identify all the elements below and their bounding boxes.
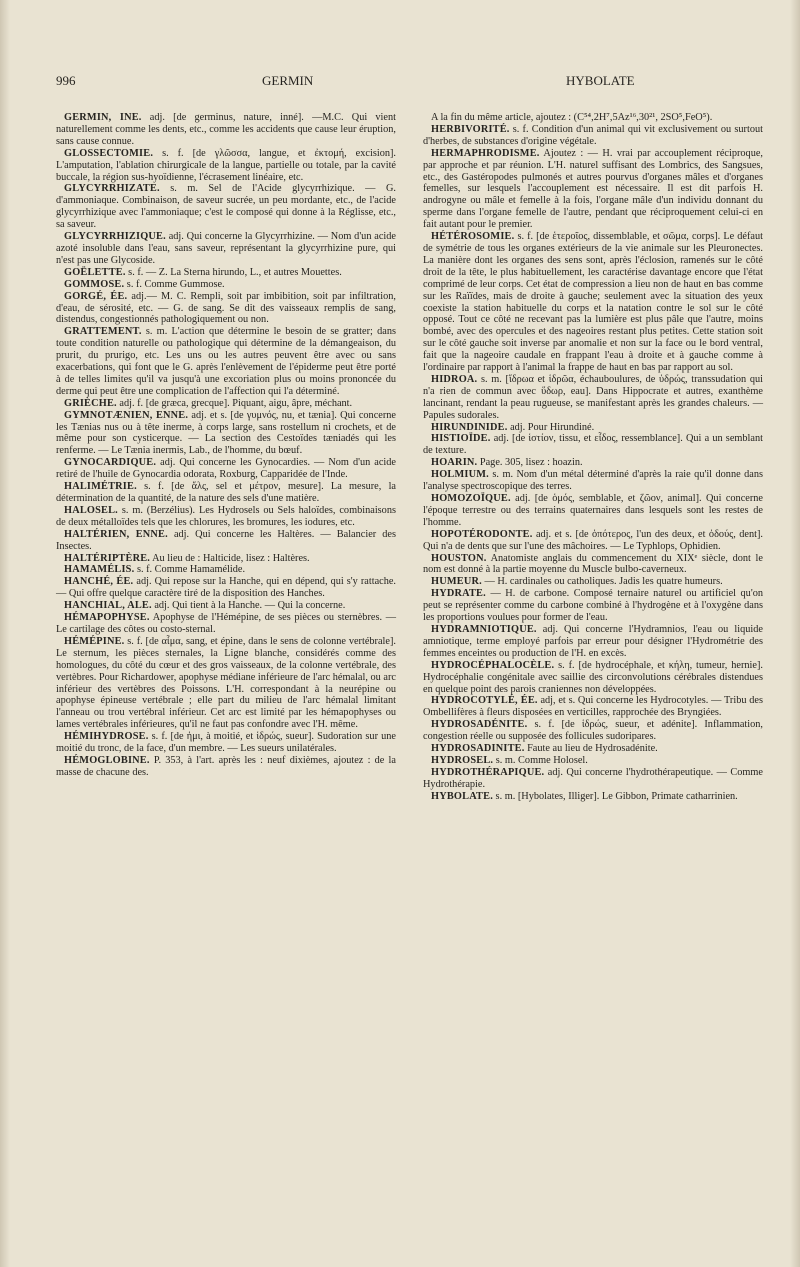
entry-definition: Page. 305, lisez : hoazin.	[477, 457, 583, 469]
entry-headword: HIDROA.	[431, 373, 478, 385]
entry-definition: s. f. [de αἷμα, sang, et épine, dans le sens de colonne vertébrale]. Le sternum, les pièces sternales, la Ligne blanche, considérés comme des homologues, du côté du cœur et des gros vaisseaux, de la colonne vertébrale, des vertèbres. Pour Richardower, apophyse médiane inférieure de l'arc hémalal, ou arc inférieur des vertèbres des Poissons. L'H. correspondant à la neurépine ou apophyse épineuse vertébrale ; elle part du milieu de l'arc hémalal limitant l'anneau ou trou vertébral inférieur. Cet arc est limité par les hémapophyses ou lames vertébrales inférieures, qu'il ne faut pas confondre avec l'H. même.	[56, 635, 396, 731]
scan-shadow-right	[790, 0, 800, 1267]
dictionary-entry	[423, 743, 763, 755]
entry-definition: adj. Qui repose sur la Hanche, qui en dépend, qui s'y rattache. — Qui offre quelque caractère tiré de la disposition des Hanches.	[56, 576, 397, 600]
dictionary-entry	[56, 553, 396, 565]
dictionary-entry	[56, 279, 396, 291]
entry-headword: HOLMIUM.	[431, 469, 489, 481]
dictionary-entry	[56, 410, 396, 458]
entry-definition: adj. Pour Hirundiné.	[507, 421, 595, 433]
entry-definition: adj, et s. Qui concerne les Hydrocotyles. — Tribu des Ombellifères à fleurs disposées en verticilles, rapprochée des Bryngiées.	[423, 695, 763, 719]
entry-headword: HOPOTÉRODONTE.	[431, 528, 533, 540]
entry-headword: HYDROSADÉNITE.	[431, 719, 528, 731]
entry-definition: s. m. (Berzélius). Les Hydrosels ou Sels haloïdes, combinaisons de deux métalloïdes tels que les chlorures, les bromures, les iodures, etc.	[56, 504, 396, 528]
dictionary-entry	[423, 719, 763, 743]
page-number: 996	[56, 73, 76, 88]
entry-definition: P. 353, à l'art. après les : neuf dixièmes, ajoutez : de la masse de chacune des.	[56, 754, 396, 778]
entry-definition: s. f. — Z. La Sterna hirundo, L., et autres Mouettes.	[125, 266, 342, 278]
entry-headword: HYDROCOTYLÉ, ÉE.	[431, 695, 538, 707]
entry-headword: HYDROCÉPHALOCÈLE.	[431, 659, 555, 671]
entry-definition: — H. de carbone. Composé ternaire naturel ou artificiel qu'on peut se représenter comme du carbone combiné à l'hydrogène et à l'oxygène dans les proportions voulues pour former de l'eau.	[423, 588, 763, 624]
entry-definition: s. f. [de γλῶσσα, langue, et ἐκτομή, excision]. L'amputation, l'ablation chirurgicale de la langue, partielle ou totale, par la cavité buccale, la région sus-hyoïdienne, l'écrasement linéaire, etc.	[56, 147, 396, 183]
entry-headword: GRIÈCHE.	[64, 397, 117, 409]
entry-definition: s. m. Sel de l'Acide glycyrrhizique. — G. d'ammoniaque. Combinaison, de saveur sucrée, un peu mordante, etc., de l'acide glycyrrhizique avec l'ammoniaque; c'est le composé qui donne à la Réglisse, etc., sa saveur.	[56, 183, 396, 231]
entry-headword: HOUSTON.	[431, 552, 487, 564]
entry-definition: adj. Qui concerne les Haltères. — Balancier des Insectes.	[56, 528, 396, 552]
entry-definition: adj. [de ὁμός, semblable, et ζῶον, animal]. Qui concerne l'époque terrestre ou des terrains quaternaires dans lesquels sont les restes de l'homme.	[423, 493, 763, 528]
entry-definition: adj. Qui concerne l'Hydramnios, l'eau ou liquide amniotique, terme employé parfois par erreur pour désigner l'Hydrométrie des femmes enceintes ou production de l'H. en excès.	[423, 623, 763, 659]
entry-definition: Anatomiste anglais du commencement du XIXᵉ siècle, dont le nom est donné à la partie moyenne du Muscle bulbo-caverneux.	[423, 552, 763, 576]
dictionary-entry	[423, 469, 763, 493]
entry-definition: adj. Qui tient à la Hanche. — Qui la concerne.	[151, 600, 346, 612]
left-guide-word: GERMIN	[262, 73, 314, 88]
entry-definition: adj. [de ἱστίον, tissu, et εἶδος, ressemblance]. Qui a un semblant de texture.	[423, 433, 763, 457]
entry-headword: HANCHIAL, ALE.	[64, 600, 152, 612]
entry-headword: HÉMAPOPHYSE.	[64, 612, 150, 624]
entry-definition: Faute au lieu de Hydrosadénite.	[524, 743, 658, 755]
entry-headword: HALTÉRIEN, ENNE.	[64, 528, 168, 540]
dictionary-entry	[423, 588, 763, 624]
dictionary-entry	[56, 291, 396, 327]
dictionary-entry	[56, 505, 396, 529]
entry-definition: s. f. [de hydrocéphale, et κήλη, tumeur, hernie]. Hydrocéphalie congénitale avec saillie des circonvolutions cérébrales distendues en quelque point des parois craniennes non développées.	[423, 659, 763, 695]
entry-definition: s. f. [de ἡμι, à moitié, et ἱδρώς, sueur]. Sudoration sur une moitié du tronc, de la face, d'un membre. — Les sueurs unilatérales.	[56, 731, 396, 755]
entry-headword: HYDROTHÉRAPIQUE.	[431, 766, 545, 778]
entry-definition: s. m. L'action que détermine le besoin de se gratter; dans toute condition naturelle ou pathologique qui détermine de la démangeaison, du prurit, du prurigo, etc. Les uns ou les autres peuvent être avec ou sans exacerbations, qui font que le G. après l'enlèvement de l'épiderme peut être porté à de telles limites qu'il va jusqu'à une excoriation plus ou moins prononcée du derme qui peut être une complication de l'affection qui l'a déterminé.	[56, 326, 396, 397]
dictionary-entry	[423, 374, 763, 422]
entry-headword: HOARIN.	[431, 457, 478, 469]
dictionary-entry	[56, 326, 396, 397]
entry-headword: HANCHÉ, ÉE.	[64, 576, 134, 588]
entry-headword: HYBOLATE.	[431, 790, 493, 802]
dictionary-entry	[423, 695, 763, 719]
entry-definition: adj. Qui concerne la Glycyrrhizine. — Nom d'un acide azoté insoluble dans l'eau, sans saveur, représentant la glycyrrhizine pure, qui n'est pas une Glycoside.	[56, 231, 396, 266]
dictionary-entry	[56, 457, 396, 481]
entry-headword: HÉTÉROSOMIE.	[431, 231, 515, 243]
entry-headword: GOMMOSE.	[64, 278, 125, 290]
entry-headword: GLYCYRRHIZATE.	[64, 183, 160, 195]
entry-definition: s. m. Comme Holosel.	[493, 754, 588, 766]
entry-headword: HALIMÉTRIE.	[64, 481, 137, 493]
entry-definition: adj. Qui concerne les Gynocardies. — Nom d'un acide retiré de l'huile de Gynocardia odorata, Roxburg, Capparidée de l'Inde.	[56, 457, 396, 481]
entry-headword: HYDROSADINITE.	[431, 743, 525, 755]
dictionary-entry	[423, 433, 763, 457]
dictionary-entry	[423, 576, 763, 588]
entry-headword: HUMEUR.	[431, 576, 482, 588]
dictionary-entry	[423, 231, 763, 374]
dictionary-entry	[56, 576, 396, 600]
dictionary-entry	[56, 112, 396, 148]
entry-headword: HOMOZOÏQUE.	[431, 493, 511, 504]
entry-definition: Ajoutez : — H. vrai par accouplement réciproque, par approche et par réunion. L'H. naturel suffisant des Lombrics, des Sangsues, etc., des Gastéropodes pulmonés et autres pourvus d'organes mâles et d'organes femelles, sur lesquels l'accouplement est nécessaire. Il est dit parfois H. androgyne ou mâle et femelle à la fois, l'organe mâle d'un individu donnant du sperme dans l'organe femelle de l'autre, pendant que réciproquement celui-ci en fait autant pour le premier.	[423, 147, 763, 231]
dictionary-entry	[56, 231, 396, 267]
dictionary-entry	[423, 457, 763, 469]
entry-headword: HISTIOÏDE.	[431, 433, 491, 445]
dictionary-entry	[423, 529, 763, 553]
dictionary-entry	[423, 493, 763, 529]
entry-headword: HIRUNDINIDE.	[431, 421, 508, 433]
entry-headword: GRATTEMENT.	[64, 326, 142, 338]
entry-headword: HYDRAMNIOTIQUE.	[431, 623, 537, 635]
entry-definition: s. f. [de ἅλς, sel et μέτρον, mesure]. La mesure, la détermination de la quantité, de la nature des sels d'une matière.	[56, 481, 396, 504]
entry-headword: HERMAPHRODISME.	[431, 147, 540, 159]
running-head	[0, 73, 800, 93]
entry-definition: s. f. Comme Hamamélide.	[134, 564, 246, 576]
entry-headword: HÉMOGLOBINE.	[64, 754, 150, 766]
entry-definition: adj. et s. [de γυμνός, nu, et tænia]. Qui concerne les Tænias nus ou à tête inerme, à corps large, sans rostellum ni crochets, et de même pour son cysticerque. — La section des Cestoïdes tæniadés qui les renferme. — Le Tænia inermis, Lab., de l'homme, du bœuf.	[56, 409, 396, 457]
dictionary-entry	[423, 553, 763, 577]
entry-definition: adj. f. [de græca, grecque]. Piquant, aigu, âpre, méchant.	[116, 397, 353, 409]
entry-headword: GERMIN, INE.	[64, 112, 142, 123]
entry-headword: HALOSEL.	[64, 504, 118, 516]
entry-headword: GYMNOTÆNIEN, ENNE.	[64, 409, 189, 421]
dictionary-entry	[56, 481, 396, 505]
entry-headword: GYNOCARDIQUE.	[64, 457, 157, 469]
entry-definition: adj. [de germinus, nature, inné]. —M.C. Qui vient naturellement comme les dents, etc., comme les accidents que cause leur éruption, sans cause connue.	[56, 112, 396, 147]
entry-headword: GOËLETTE.	[64, 266, 126, 278]
entry-headword: GORGÉ, ÉE.	[64, 290, 128, 302]
right-column	[423, 112, 763, 803]
entry-headword: HERBIVORITÉ.	[431, 123, 510, 135]
right-guide-word: HYBOLATE	[566, 73, 635, 88]
dictionary-entry	[423, 124, 763, 148]
entry-headword: HYDROSEL.	[431, 754, 494, 766]
entry-definition: s. f. [de ἱδρώς, sueur, et adénite]. Inflammation, congestion réelle ou supposée des follicules sudoripares.	[423, 719, 763, 743]
entry-headword: HYDRATE.	[431, 588, 486, 600]
dictionary-entry	[423, 148, 763, 231]
entry-headword: GLOSSECTOMIE.	[64, 147, 154, 159]
dictionary-entry	[56, 755, 396, 779]
entry-definition: s. m. [Hybolates, Illiger]. Le Gibbon, Primate catharrinien.	[492, 790, 738, 802]
dictionary-entry	[56, 731, 396, 755]
entry-definition: adj. Qui concerne l'hydrothérapeutique. — Comme Hydrothérapie.	[423, 766, 763, 790]
dictionary-entry	[56, 398, 396, 410]
dictionary-entry	[56, 600, 396, 612]
dictionary-entry	[56, 636, 396, 731]
entry-definition: adj.— M. C. Rempli, soit par imbibition, soit par infiltration, d'eau, de sérosité, etc. — G. de sang. Se dit des vaisseaux remplis de sang, distendus, congestionnés pathologiquement ou non.	[56, 290, 396, 326]
dictionary-entry	[423, 660, 763, 696]
entry-definition: s. f. Comme Gummose.	[124, 278, 225, 290]
dictionary-entry	[56, 529, 396, 553]
entry-definition: Au lieu de : Halticide, lisez : Haltères.	[150, 552, 310, 564]
entry-headword: HÉMIHYDROSE.	[64, 731, 149, 743]
dictionary-entry	[56, 183, 396, 231]
dictionary-entry	[423, 767, 763, 791]
entry-definition: s. f. Condition d'un animal qui vit exclusivement ou surtout d'herbes, de substances d'origine végétale.	[423, 123, 763, 147]
dictionary-entry	[423, 791, 763, 803]
entry-definition: s. m. [ἵδρωα et ἱδρῶα, échauboulures, de ὑδρώς, transsudation qui n'a rien de commun avec ὕδωρ, eau]. Dans Hippocrate et autres, exanthème lancinant, rendant la peau rugueuse, se manifestant après les grandes chaleurs. — Papules sudorales.	[423, 373, 763, 421]
entry-headword: HAMAMÉLIS.	[64, 564, 135, 576]
dictionary-entry	[56, 612, 396, 636]
entry-headword: GLYCYRRHIZIQUE.	[64, 231, 166, 243]
dictionary-entry	[56, 148, 396, 184]
left-column	[56, 112, 396, 779]
dictionary-entry	[56, 564, 396, 576]
dictionary-entry	[423, 755, 763, 767]
entry-definition: s. f. [de ἑτεροῖος, dissemblable, et σῶμα, corps]. Le défaut de symétrie de tous les organes extérieurs de la vie animale sur les Pleuronectes. La manière dont les organes des sens sont, après l'éclosion, ramenés sur le côté droit de la tête, le plus habituellement, les caractérise davantage encore que l'état comprimé de leur corps. Cet état de compression a lieu non de haut en bas comme sur les Raïïdes, mais de droite à gauche; seulement avec la situation des yeux coexiste la station habituelle du corps et la natation contre le sol sur le côté opposé. Tout ce côté ne recevant pas la lumière est plus pâle que l'autre, moins bombé, avec des opercules et des nageoires restant plus petites. Cette station soit sur le côté gauche soit inverse par anomalie et non sur la face ou le bord ventral, fait que la nageoire caudale en frappant l'eau à droite et à gauche comme à l'ordinaire par rapport à l'animal la frappe de haut en bas par rapport au sol.	[423, 231, 763, 374]
dictionary-entry	[423, 112, 763, 124]
entry-headword: HÉMÉPINE.	[64, 635, 125, 647]
dictionary-entry	[423, 624, 763, 660]
entry-definition: A la fin du même article, ajoutez : (C⁵⁴,2H⁷,5Az¹⁶,30²¹, 2SO⁵,FeO⁵).	[431, 112, 713, 123]
dictionary-entry	[423, 422, 763, 434]
scan-shadow-left	[0, 0, 10, 1267]
entry-definition: s. m. Nom d'un métal déterminé d'après la raie qu'il donne dans l'analyse spectroscopique des terres.	[423, 469, 763, 493]
entry-definition: — H. cardinales ou catholiques. Jadis les quatre humeurs.	[481, 576, 723, 588]
dictionary-entry	[56, 267, 396, 279]
entry-definition: adj. et s. [de ὁπότερος, l'un des deux, et ὀδούς, dent]. Qui n'a de dents que sur l'une des mâchoires. — Le Typhlops, Ophidien.	[423, 528, 763, 552]
entry-definition: Apophyse de l'Hémépine, de ses pièces ou sternèbres. — Le cartilage des côtes ou costo-sternal.	[56, 612, 396, 635]
entry-headword: HALTÉRIPTÈRE.	[64, 552, 151, 564]
